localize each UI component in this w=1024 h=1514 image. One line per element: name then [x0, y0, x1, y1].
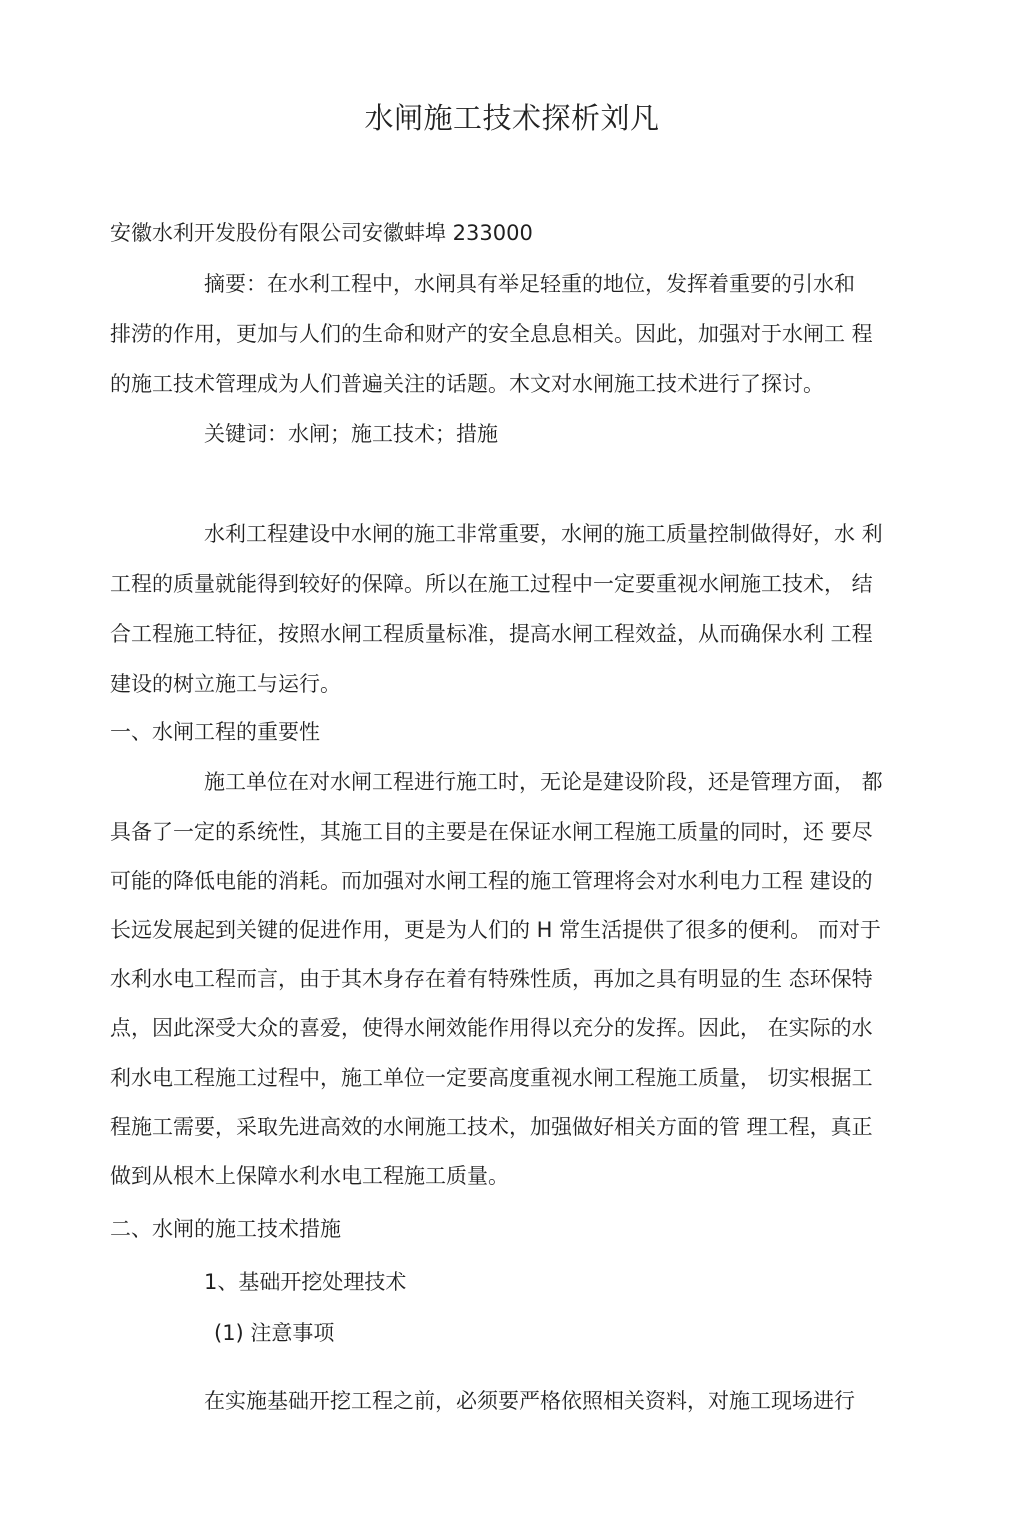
section-2-heading: 二、水闸的施工技术措施 — [110, 1217, 341, 1241]
section-1-line: 程施工需要，采取先进高效的水闸施工技术，加强做好相关方面的管 理工程，真正 — [110, 1115, 873, 1139]
section-1-line: 可能的降低电能的消耗。而加强对水闸工程的施工管理将会对水利电力工程 建设的 — [110, 869, 873, 893]
intro-line: 工程的质量就能得到较好的保障。所以在施工过程中一定要重视水闸施工技术， 结 — [110, 572, 873, 596]
abstract-line: 摘要：在水利工程中，水闸具有举足轻重的地位，发挥着重要的引水和 — [204, 272, 855, 296]
section-1-line: 做到从根木上保障水利水电工程施工质量。 — [110, 1164, 509, 1188]
section-1-heading: 一、水闸工程的重要性 — [110, 720, 320, 744]
intro-line: 建设的树立施工与运行。 — [110, 672, 341, 696]
affiliation-line: 安徽水利开发股份有限公司安徽蚌埠 233000 — [110, 221, 533, 245]
section-1-line: 具备了一定的系统性，其施工目的主要是在保证水闸工程施工质量的同时，还 要尽 — [110, 820, 873, 844]
section-1-line: 点，因此深受大众的喜爱，使得水闸效能作用得以充分的发挥。因此， 在实际的水 — [110, 1016, 873, 1040]
body-line: 在实施基础开挖工程之前，必须要严格依照相关资料，对施工现场进行 — [204, 1389, 855, 1413]
section-1-line: 水利水电工程而言，由于其木身存在着有特殊性质，再加之具有明显的生 态环保特 — [110, 967, 873, 991]
section-1-line: 利水电工程施工过程中，施工单位一定要高度重视水闸工程施工质量， 切实根据工 — [110, 1066, 873, 1090]
intro-line: 水利工程建设中水闸的施工非常重要，水闸的施工质量控制做得好，水 利 — [204, 522, 883, 546]
subsubsection-heading: (1) 注意事项 — [214, 1321, 335, 1345]
abstract-line: 排涝的作用，更加与人们的生命和财产的安全息息相关。因此，加强对于水闸工 程 — [110, 322, 873, 346]
intro-line: 合工程施工特征，按照水闸工程质量标准，提高水闸工程效益，从而确保水利 工程 — [110, 622, 873, 646]
keywords-line: 关键词：水闸；施工技术；措施 — [204, 422, 498, 446]
section-1-line: 长远发展起到关键的促进作用，更是为人们的 H 常生活提供了很多的便利。 而对于 — [110, 918, 881, 942]
abstract-line: 的施工技术管理成为人们普遍关注的话题。木文对水闸施工技术进行了探讨。 — [110, 372, 824, 396]
subsection-heading: 1、基础开挖处理技术 — [204, 1270, 407, 1294]
section-1-line: 施工单位在对水闸工程进行施工时，无论是建设阶段，还是管理方面， 都 — [204, 770, 883, 794]
document-title: 水闸施工技术探析刘凡 — [364, 101, 660, 135]
